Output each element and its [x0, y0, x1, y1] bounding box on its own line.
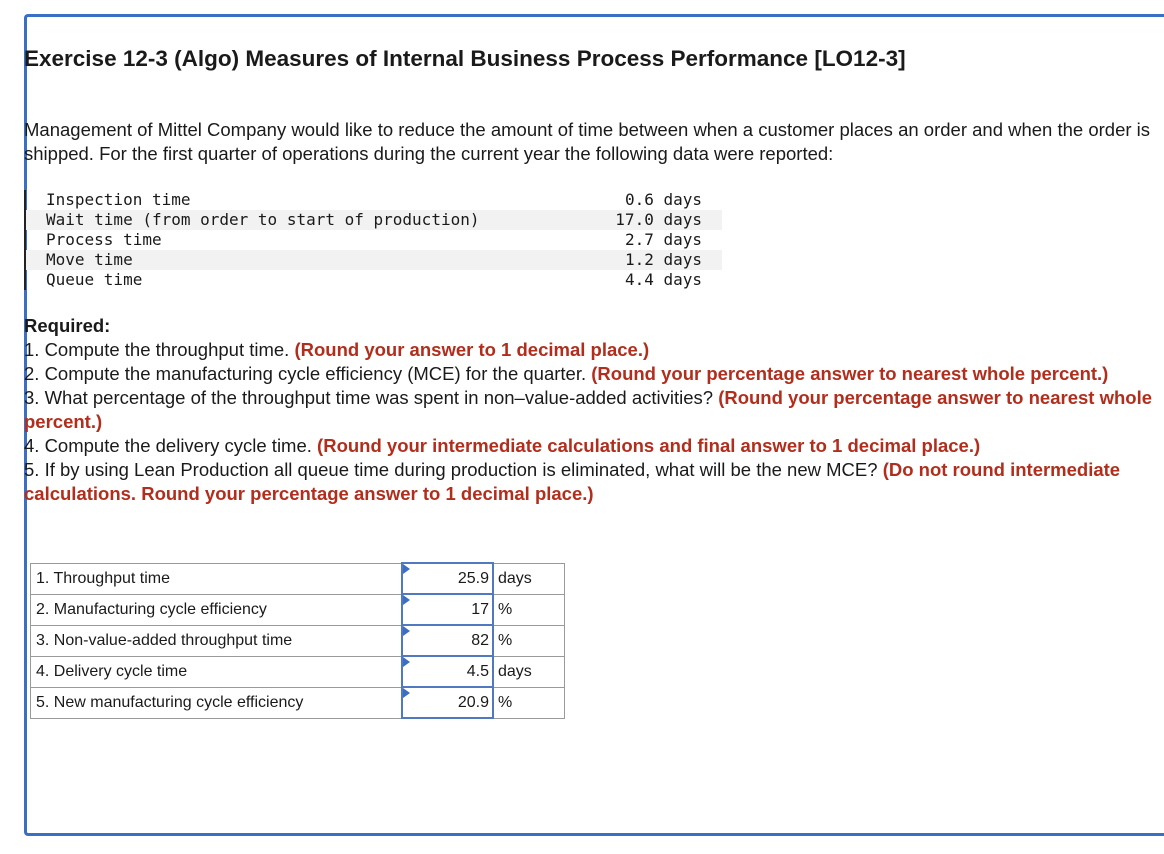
answer-value: 20.9	[457, 693, 489, 711]
required-text: 3. What percentage of the throughput time was spent in non–value-added activities?	[24, 387, 714, 408]
answer-row-delivery	[31, 656, 565, 687]
answer-flag-icon	[403, 626, 410, 636]
rounding-note: (Round your percentage answer to nearest whole percent.)	[591, 363, 1109, 384]
answer-row-mce	[31, 594, 565, 625]
answer-unit: %	[493, 687, 565, 718]
answer-unit: %	[493, 594, 565, 625]
answer-input-delivery[interactable]	[402, 656, 493, 687]
required-item-4	[24, 434, 1159, 458]
required-heading: Required:	[24, 315, 111, 336]
data-row-process	[26, 230, 722, 250]
rounding-note: (Do not round intermediate calculations. Round your percentage answer to 1 decimal place.)	[24, 459, 1121, 504]
answer-row-throughput	[31, 563, 565, 594]
data-value: 0.6 days	[624, 190, 702, 209]
required-text: 5. If by using Lean Production all queue time during production is eliminated, what will be the new MCE?	[24, 459, 878, 480]
data-value: 1.2 days	[624, 250, 702, 269]
rounding-note: (Round your intermediate calculations and final answer to 1 decimal place.)	[317, 435, 981, 456]
answer-unit: %	[493, 625, 565, 656]
required-item-5	[24, 458, 1159, 506]
required-item-2	[24, 362, 1159, 386]
answer-value: 82	[471, 631, 489, 649]
answer-row-new-mce	[31, 687, 565, 718]
problem-intro: Management of Mittel Company would like to reduce the amount of time between when a customer places an order and when the order is shipped. For the first quarter of operations during the current year the following data were reported:	[24, 119, 1151, 164]
required-item-1	[24, 338, 1159, 362]
answer-value: 4.5	[466, 662, 489, 680]
data-label: Wait time (from order to start of production)	[46, 210, 480, 229]
answer-label: 3. Non-value-added throughput time	[31, 625, 403, 656]
answer-unit: days	[493, 656, 565, 687]
data-row-wait	[26, 210, 722, 230]
answer-flag-icon	[403, 657, 410, 667]
required-item-3	[24, 386, 1159, 434]
answer-value: 17	[471, 600, 489, 618]
answer-unit: days	[493, 563, 565, 594]
exercise-title: Exercise 12-3 (Algo) Measures of Internal Business Process Performance [LO12-3]	[24, 46, 906, 71]
rounding-note: (Round your percentage answer to nearest whole percent.)	[24, 387, 1152, 432]
answer-input-non-value-added[interactable]	[402, 625, 493, 656]
answer-input-mce[interactable]	[402, 594, 493, 625]
reported-data-table	[24, 190, 722, 290]
answer-input-new-mce[interactable]	[402, 687, 493, 718]
data-label: Queue time	[46, 270, 143, 289]
answer-label: 5. New manufacturing cycle efficiency	[31, 687, 403, 718]
data-value: 2.7 days	[624, 230, 702, 249]
required-text: 2. Compute the manufacturing cycle efficiency (MCE) for the quarter.	[24, 363, 587, 384]
answer-flag-icon	[403, 564, 410, 574]
answer-label: 2. Manufacturing cycle efficiency	[31, 594, 403, 625]
data-row-inspection	[26, 190, 722, 210]
required-section	[24, 314, 1159, 506]
answer-label: 4. Delivery cycle time	[31, 656, 403, 687]
data-value: 4.4 days	[624, 270, 702, 289]
data-row-move	[26, 250, 722, 270]
required-text: 1. Compute the throughput time.	[24, 339, 290, 360]
data-row-queue	[26, 270, 722, 290]
answer-table	[30, 562, 565, 719]
answer-value: 25.9	[457, 569, 489, 587]
answer-row-non-value-added	[31, 625, 565, 656]
rounding-note: (Round your answer to 1 decimal place.)	[294, 339, 650, 360]
data-label: Inspection time	[46, 190, 191, 209]
data-label: Process time	[46, 230, 162, 249]
answer-flag-icon	[403, 595, 410, 605]
required-text: 4. Compute the delivery cycle time.	[24, 435, 312, 456]
answer-flag-icon	[403, 688, 410, 698]
answer-input-throughput[interactable]	[402, 563, 493, 594]
answer-label: 1. Throughput time	[31, 563, 403, 594]
data-value: 17.0 days	[615, 210, 702, 229]
data-label: Move time	[46, 250, 133, 269]
